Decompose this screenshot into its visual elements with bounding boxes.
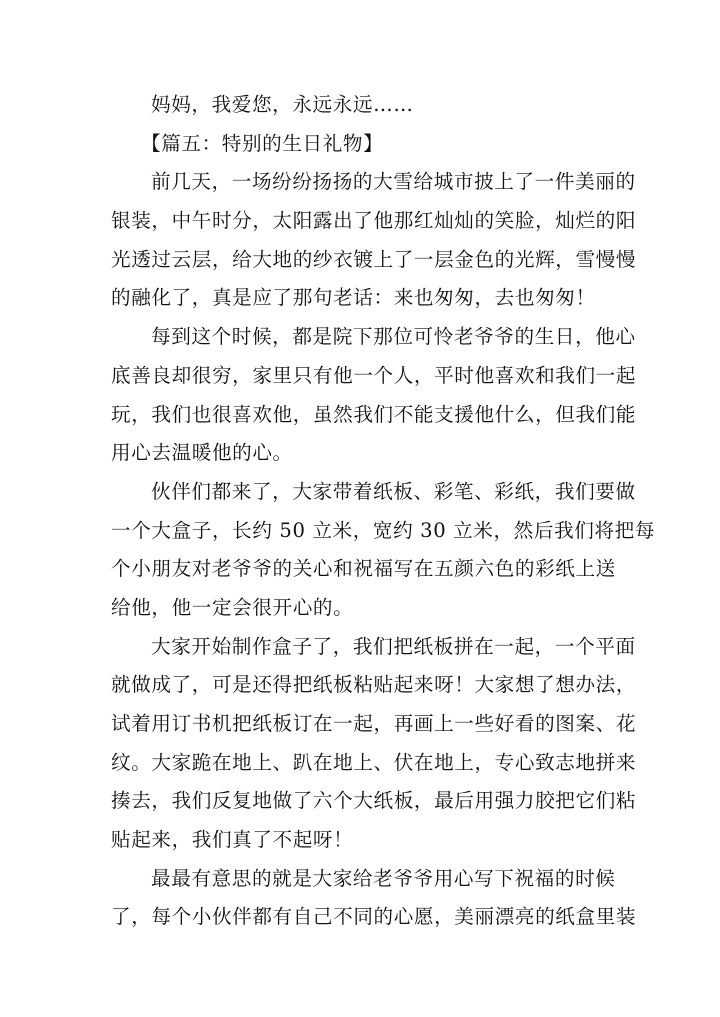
text-line: 的融化了，真是应了那句老话：来也匆匆，去也匆匆！ <box>111 286 596 310</box>
text-line: 伙伴们都来了，大家带着纸板、彩笔、彩纸，我们要做 <box>151 479 636 503</box>
text-line: 给他，他一定会很开心的。 <box>111 595 354 619</box>
section-heading: 【篇五：特别的生日礼物】 <box>141 131 384 155</box>
text-line: 底善良却很穷，家里只有他一个人，平时他喜欢和我们一起 <box>111 363 637 387</box>
text-line: 个小朋友对老爷爷的关心和祝福写在五颜六色的彩纸上送 <box>111 557 616 581</box>
text-line: 银装，中午时分，太阳露出了他那红灿灿的笑脸，灿烂的阳 <box>111 209 637 233</box>
text-line: 就做成了，可是还得把纸板粘贴起来呀！大家想了想办法， <box>111 673 637 697</box>
text-line: 大家开始制作盒子了，我们把纸板拼在一起，一个平面 <box>151 634 636 658</box>
text-line: 揍去，我们反复地做了六个大纸板，最后用强力胶把它们粘 <box>111 789 637 813</box>
text-line: 了，每个小伙伴都有自己不同的心愿，美丽漂亮的纸盒里装 <box>111 905 637 929</box>
essay-body <box>111 86 656 937</box>
text-line: 纹。大家跪在地上、趴在地上、伏在地上，专心致志地拼来 <box>111 750 637 774</box>
text-line: 用心去温暖他的心。 <box>111 441 293 465</box>
text-line: 玩，我们也很喜欢他，虽然我们不能支援他什么，但我们能 <box>111 402 637 426</box>
text-line: 妈妈，我爱您，永远永远…… <box>151 93 414 116</box>
text-line: 光透过云层，给大地的纱衣镀上了一层金色的光辉，雪慢慢 <box>111 247 637 271</box>
text-line: 最最有意思的就是大家给老爷爷用心写下祝福的时候 <box>151 866 616 890</box>
text-line: 一个大盒子，长约 50 立米，宽约 30 立米，然后我们将把每 <box>111 518 656 542</box>
text-line: 每到这个时候，都是院下那位可怜老爷爷的生日，他心 <box>151 325 636 349</box>
text-line: 前几天，一场纷纷扬扬的大雪给城市披上了一件美丽的 <box>151 170 636 194</box>
text-line: 试着用订书机把纸板订在一起，再画上一些好看的图案、花 <box>111 712 637 735</box>
text-line: 贴起来，我们真了不起呀！ <box>111 828 354 852</box>
